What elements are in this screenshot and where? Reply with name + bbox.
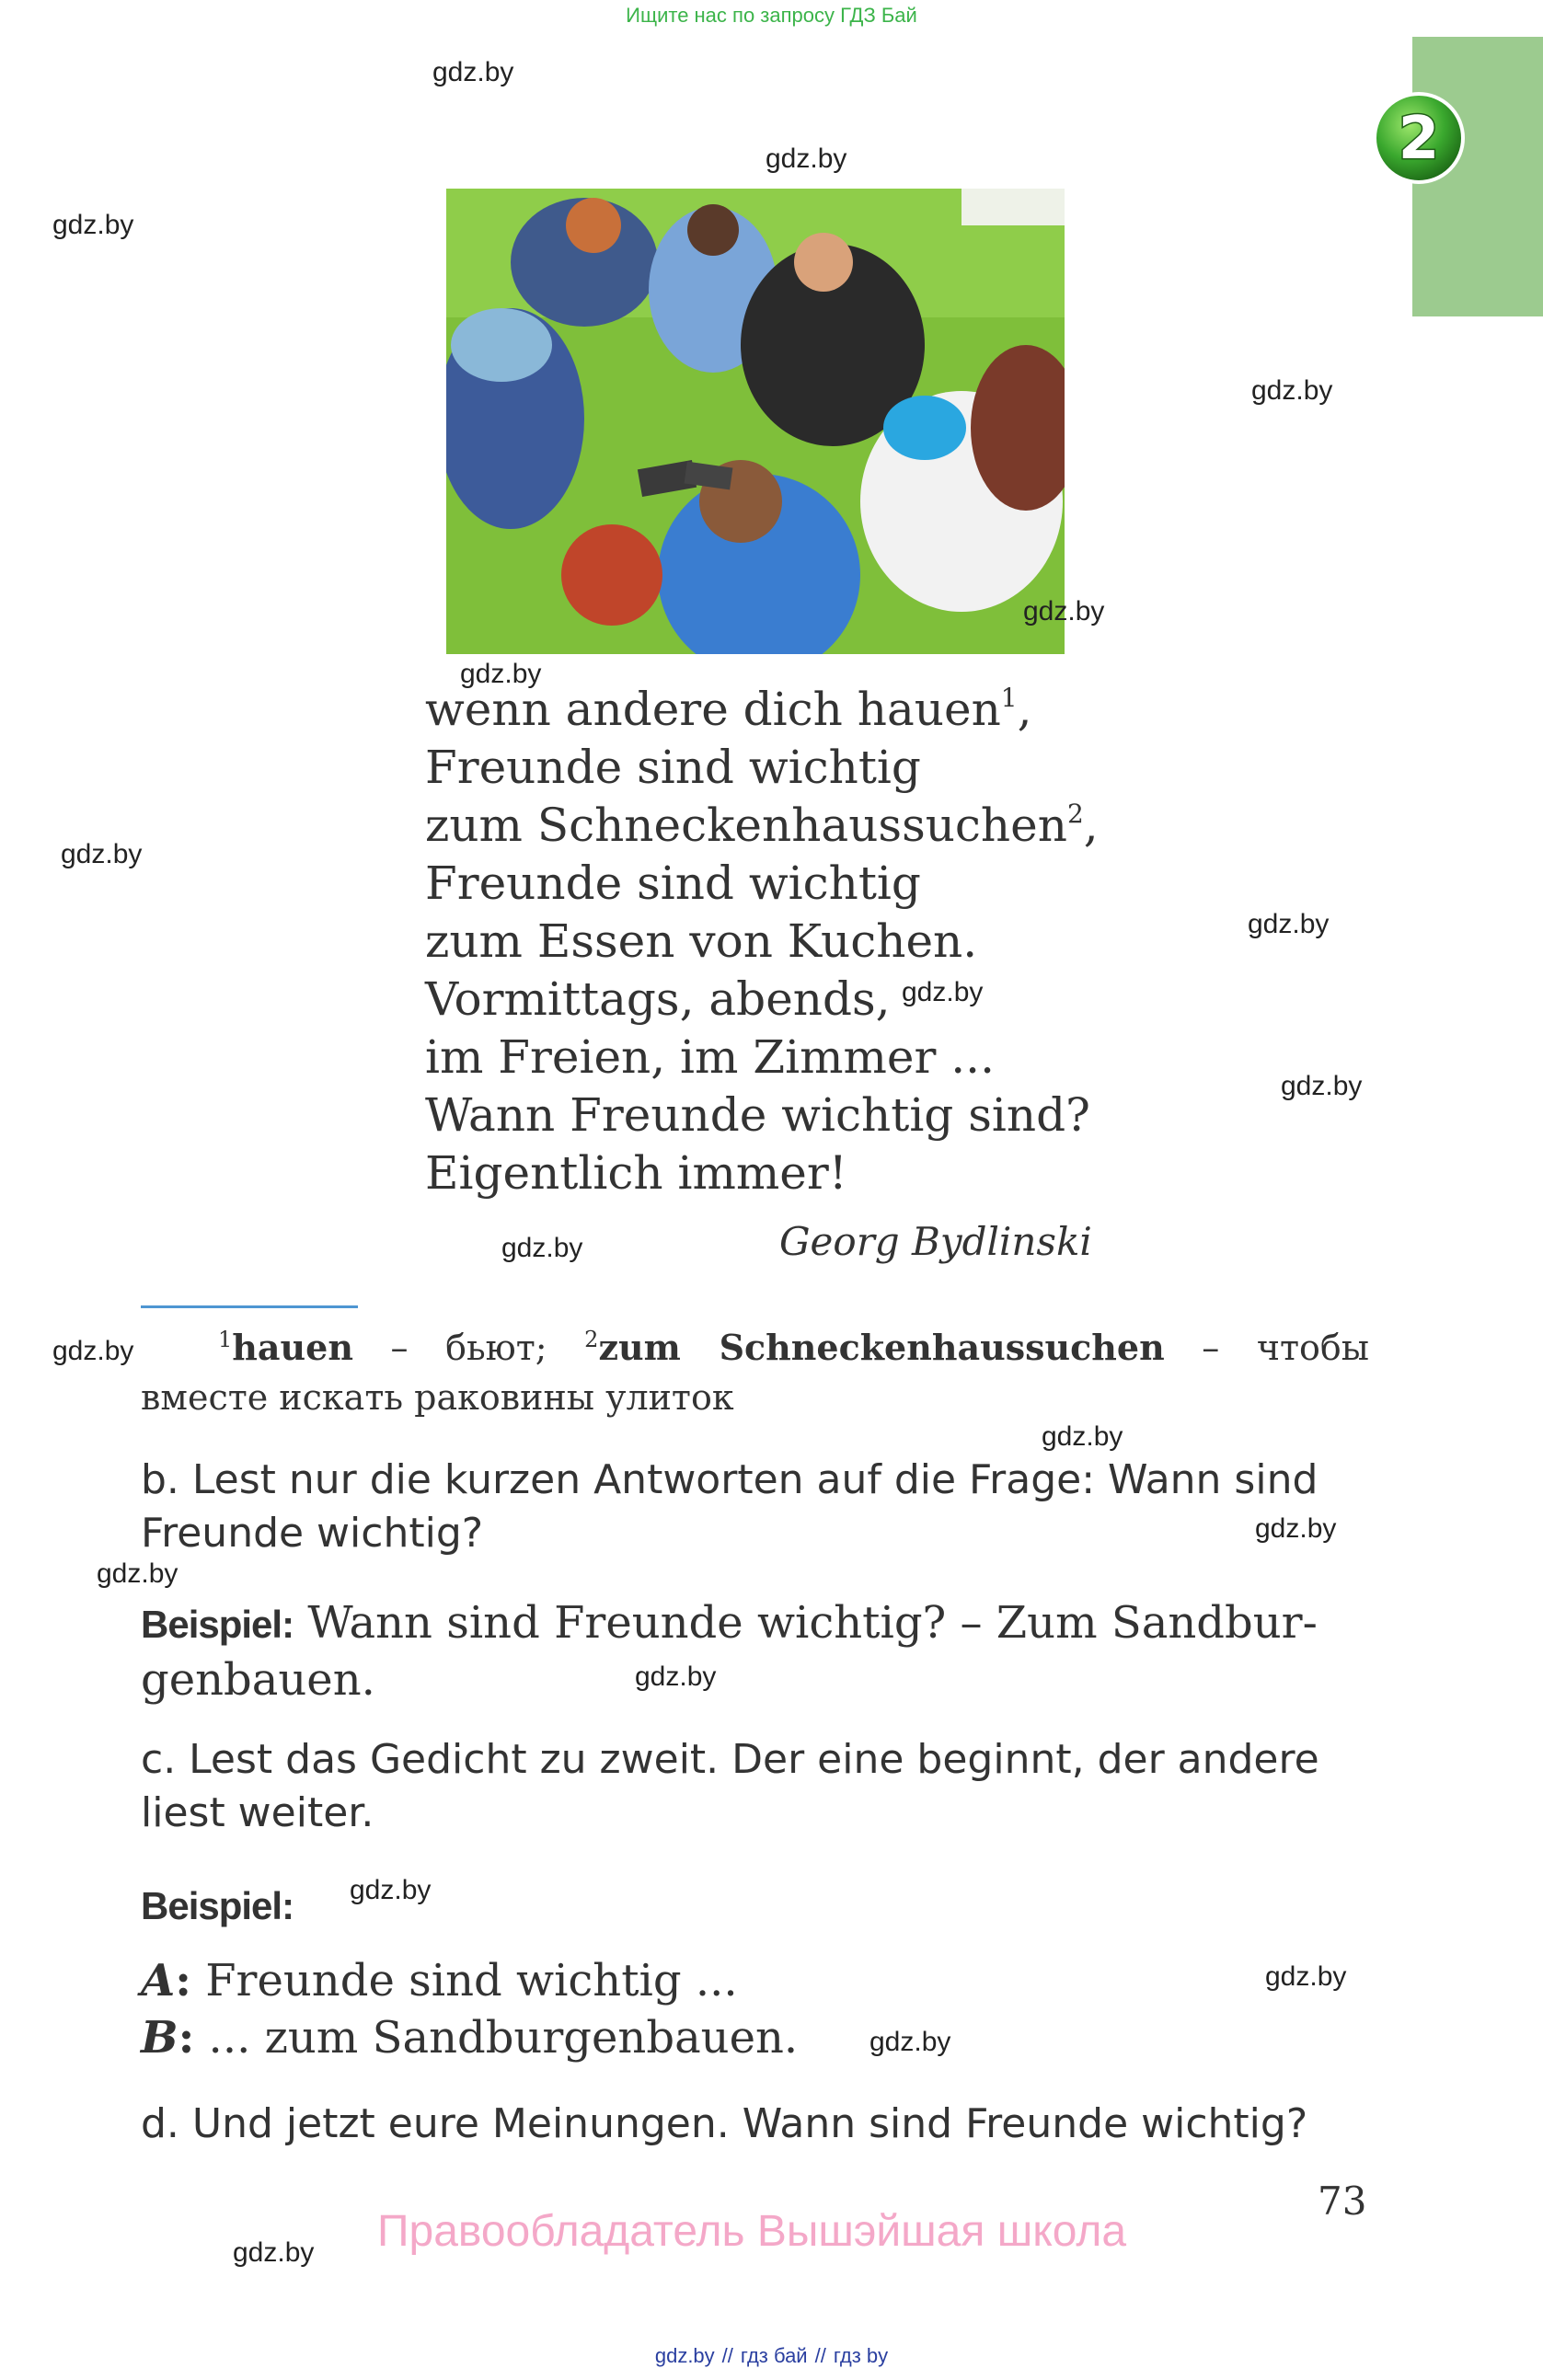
watermark: gdz.by <box>350 1875 432 1905</box>
watermark: gdz.by <box>52 1336 134 1366</box>
poem-line: im Freien, im Zimmer ... <box>425 1030 995 1084</box>
dialog-line-b: B: ... zum Sandburgenbauen. <box>141 2012 799 2064</box>
task-b: b. Lest nur die kurzen Antworten auf die Frage: Wann sind Freunde wichtig? <box>141 1456 1318 1557</box>
poem-line: wenn andere dich hauen$^1$, <box>425 683 1032 736</box>
watermark: gdz.by <box>1255 1513 1337 1544</box>
task-c: c. Lest das Gedicht zu zweit. Der eine beginnt, der andere liest weiter. <box>141 1736 1319 1836</box>
poem-author: Georg Bydlinski <box>779 1219 1092 1264</box>
watermark: gdz.by <box>869 2027 951 2057</box>
bottom-link-gdz-by-2[interactable]: гдз by <box>833 2344 889 2367</box>
watermark: gdz.by <box>52 210 134 240</box>
footnote-divider <box>141 1305 358 1308</box>
watermark: gdz.by <box>902 977 984 1007</box>
dialog <box>141 1952 798 2066</box>
bottom-link-gdz-by[interactable]: gdz.by <box>654 2344 715 2367</box>
watermark: gdz.by <box>432 57 514 87</box>
watermark: gdz.by <box>61 839 143 869</box>
top-banner[interactable]: Ищите нас по запросу ГДЗ Бай <box>626 4 917 27</box>
watermark: gdz.by <box>1248 909 1330 939</box>
poem-line: Freunde sind wichtig <box>425 857 921 910</box>
task-d: d. Und jetzt eure Meinungen. Wann sind Freunde wichtig? <box>141 2100 1308 2147</box>
watermark: gdz.by <box>766 144 847 174</box>
example-c-label: Beispiel: <box>141 1884 294 1927</box>
chapter-number: 2 <box>1398 105 1440 173</box>
watermark: gdz.by <box>233 2237 315 2268</box>
watermark: gdz.by <box>1251 375 1333 406</box>
watermark: gdz.by <box>1281 1071 1363 1101</box>
watermark: gdz.by <box>1023 596 1105 627</box>
poem-line: Vormittags, abends, <box>425 972 891 1026</box>
page-number: 73 <box>1318 2179 1367 2224</box>
friends-photo <box>446 189 1065 654</box>
bottom-banner[interactable]: gdz.by // гдз бай // гдз by <box>654 2344 889 2367</box>
poem-line: Eigentlich immer! <box>425 1146 847 1200</box>
poem-line: zum Schneckenhaussuchen$^2$, <box>425 799 1099 852</box>
example-b: Beispiel: Wann sind Freunde wichtig? – Zum Sandbur- genbauen. <box>141 1597 1318 1706</box>
bottom-link-gdz-bay[interactable]: гдз бай <box>740 2344 808 2367</box>
chapter-badge <box>1369 88 1468 188</box>
watermark: gdz.by <box>97 1558 178 1589</box>
watermark: gdz.by <box>635 1661 717 1692</box>
poem-line: Wann Freunde wichtig sind? <box>425 1088 1090 1142</box>
footnote: $^1$hauen – бьют; $^2$zum Schneckenhaussuchen – чтобы вместе искать раковины улиток <box>141 1327 1369 1418</box>
watermark: gdz.by <box>1042 1421 1123 1452</box>
watermark: gdz.by <box>501 1233 583 1263</box>
copyright-notice: Правообладатель Вышэйшая школа <box>377 2207 1127 2256</box>
poem-line: Freunde sind wichtig <box>425 741 921 794</box>
dialog-line-a: A: Freunde sind wichtig ... <box>141 1955 738 2006</box>
poem <box>425 681 1099 1202</box>
watermark: gdz.by <box>1265 1961 1347 1992</box>
poem-line: zum Essen von Kuchen. <box>425 914 978 968</box>
watermark: gdz.by <box>460 659 542 689</box>
